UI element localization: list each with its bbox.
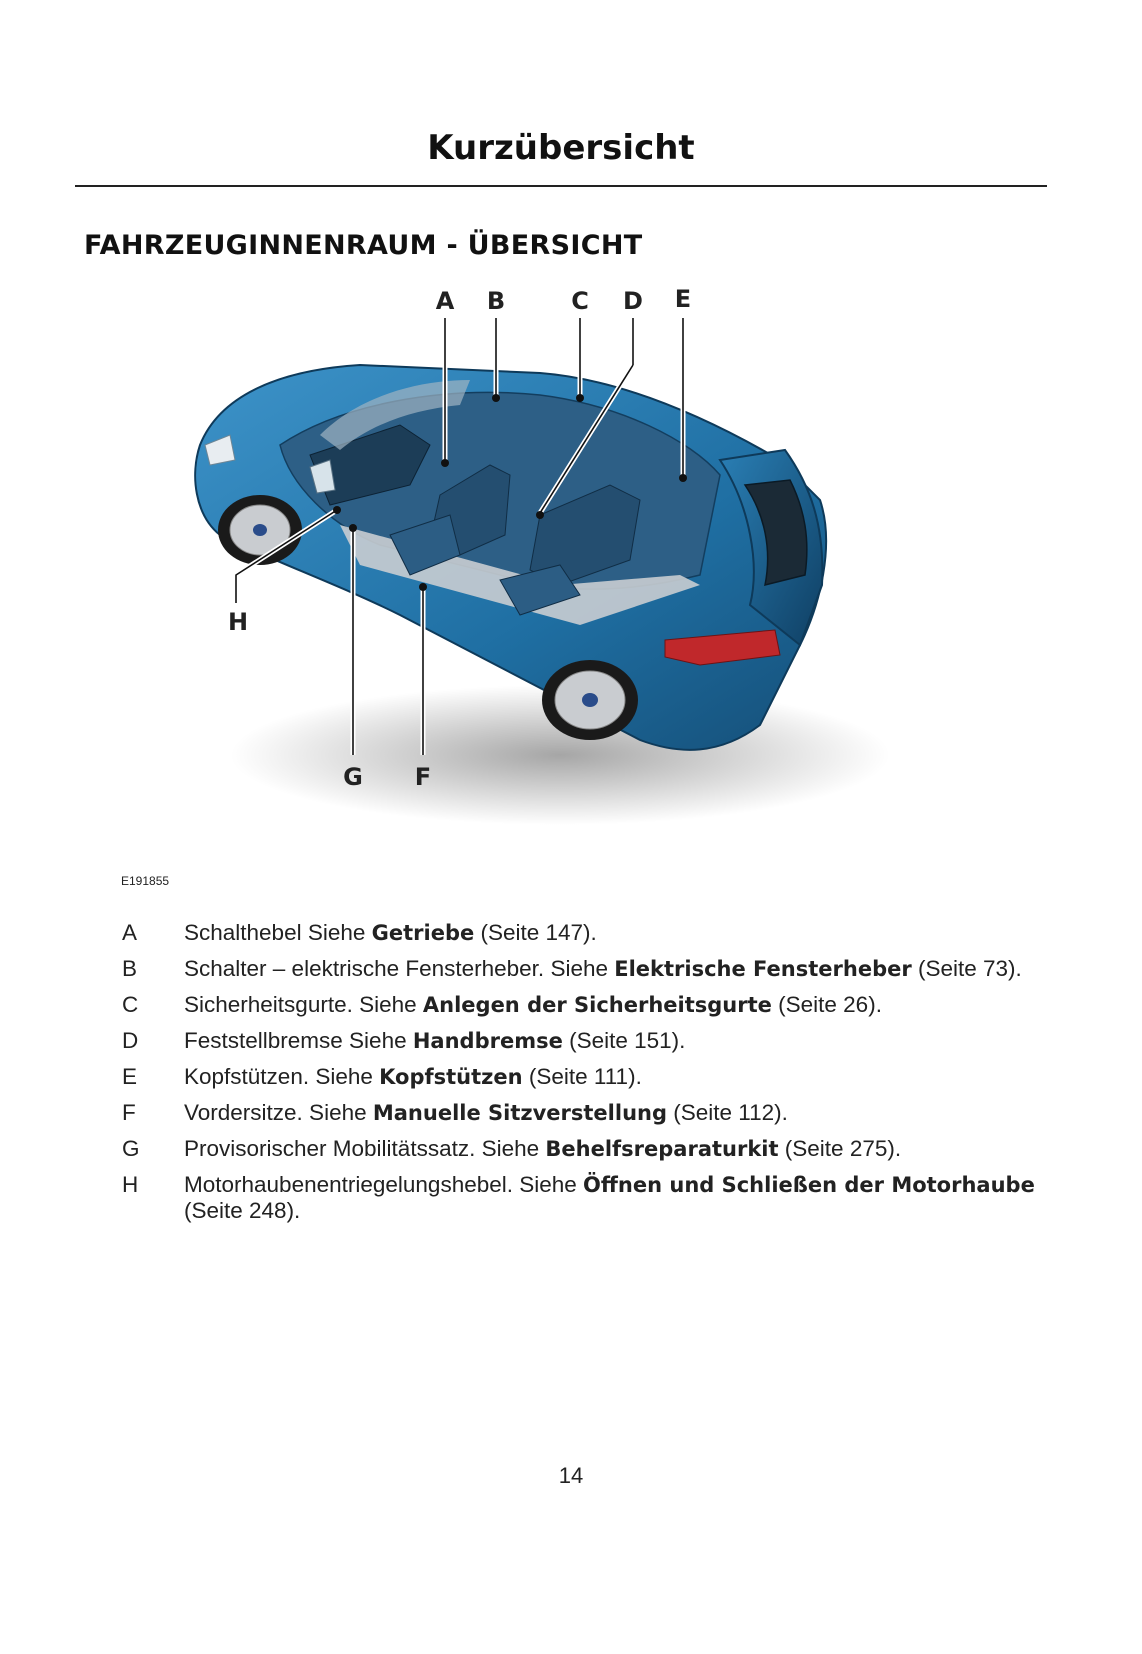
callout-letter-g: G	[343, 763, 363, 791]
callout-letter-h: H	[227, 608, 249, 636]
legend-item-g	[122, 1136, 1042, 1162]
legend-item-a	[122, 920, 1042, 946]
header-divider	[75, 185, 1047, 187]
legend-text: Schalthebel Siehe Getriebe (Seite 147).	[184, 920, 597, 945]
page-number: 14	[558, 1463, 584, 1488]
legend-link: Elektrische Fensterheber	[614, 957, 912, 981]
figure-id: E191855	[121, 874, 170, 888]
legend-item-h	[122, 1172, 1042, 1224]
legend-text: Motorhaubenentriegelungshebel. Siehe Öffnen und Schließen der Motorhaube (Seite 248).	[184, 1172, 1035, 1223]
legend-text: Vordersitze. Siehe Manuelle Sitzverstellung (Seite 112).	[184, 1100, 788, 1125]
legend-letter: E	[122, 1064, 138, 1089]
legend-letter: C	[122, 992, 139, 1017]
legend-letter: H	[122, 1172, 139, 1197]
legend-link: Getriebe	[371, 921, 475, 945]
legend-link: Handbremse	[412, 1029, 563, 1053]
callout-letter-f: F	[414, 763, 432, 791]
legend-item-c	[122, 992, 1042, 1018]
legend-letter: D	[122, 1028, 139, 1053]
callout-letter-d: D	[623, 287, 643, 315]
legend-letter: G	[122, 1136, 140, 1161]
legend-item-b	[122, 956, 1042, 982]
legend-list	[122, 920, 1042, 1234]
legend-text: Feststellbremse Siehe Handbremse (Seite 151).	[184, 1028, 686, 1053]
legend-text: Sicherheitsgurte. Siehe Anlegen der Sicherheitsgurte (Seite 26).	[184, 992, 882, 1017]
legend-letter: F	[122, 1100, 136, 1125]
page-title: Kurzübersicht	[427, 128, 695, 168]
car-cutaway-drawing	[160, 285, 920, 875]
legend-item-d	[122, 1028, 1042, 1054]
legend-link: Kopfstützen	[379, 1065, 523, 1089]
legend-link: Manuelle Sitzverstellung	[372, 1101, 668, 1125]
legend-text: Kopfstützen. Siehe Kopfstützen (Seite 111).	[184, 1064, 642, 1089]
callout-letter-a: A	[435, 287, 455, 315]
rear-wheel	[542, 660, 638, 740]
legend-item-f	[122, 1100, 1042, 1126]
legend-link: Öffnen und Schließen der Motorhaube	[583, 1173, 1035, 1197]
legend-text: Schalter – elektrische Fensterheber. Siehe Elektrische Fensterheber (Seite 73).	[184, 956, 1022, 981]
legend-text: Provisorischer Mobilitätssatz. Siehe Behelfsreparaturkit (Seite 275).	[184, 1136, 902, 1161]
section-title: FAHRZEUGINNENRAUM - ÜBERSICHT	[84, 230, 643, 261]
front-wheel	[218, 495, 302, 565]
callout-letter-e: E	[674, 285, 692, 313]
legend-letter: B	[122, 956, 138, 981]
legend-link: Behelfsreparaturkit	[545, 1137, 779, 1161]
legend-link: Anlegen der Sicherheitsgurte	[422, 993, 772, 1017]
vehicle-interior-illustration	[160, 285, 920, 875]
callout-letter-c: C	[571, 287, 589, 315]
legend-item-e	[122, 1064, 1042, 1090]
legend-letter: A	[122, 920, 138, 945]
callout-letter-b: B	[486, 287, 506, 315]
